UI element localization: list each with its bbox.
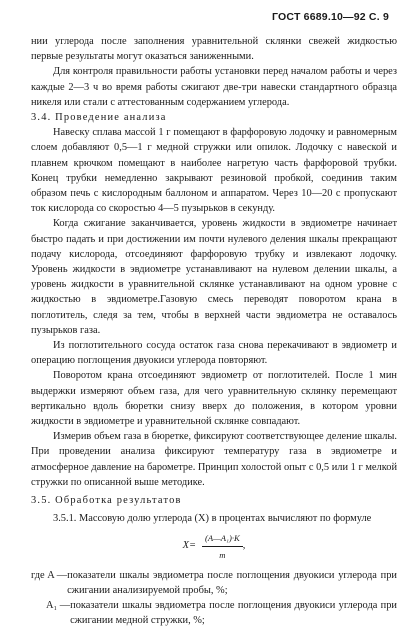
section-heading-processing: 3.5. Обработка результатов	[31, 495, 182, 507]
document-body	[31, 34, 397, 628]
legend-text-a1: показатели шкалы эвдиометра после поглощения двуокиси углерода при сжигании медной стружки, %;	[70, 599, 397, 627]
paragraph-measurement: Поворотом крана отсоединяют эвдиометр от поглотителей. После 1 мин выдержки измеряют объем газа, для чего уравнительную склянку перемещают вертикально вдоль бюретки снизу вверх до положения, в котором уровни жидкости в эвдиометре и уравнительной склянке совпадают.	[31, 370, 397, 428]
page-header: ГОСТ 6689.10—92 С. 9	[272, 11, 389, 23]
legend-symbol-a1: A₁ —	[31, 599, 71, 611]
paragraph-sample: Навеску сплава массой 1 г помещают в фарфоровую лодочку и равномерным слоем добавляют 0,5—1 г медной стружки или опилок. Лодочку с навеской и плавнем крючком помещают в наиболее нагретую часть фарфоровой трубки. Конец трубки немедленно закрывают резиновой пробкой, соединив таким образом печь с кислородным баллоном и аппаратом. Через 10—20 с пропускают ток кислорода со скоростью 4—5 пузырьков в секунду.	[31, 127, 397, 215]
paragraph-blank-test: Измерив объем газа в бюретке, фиксируют соответствующее деление шкалы. При проведении анализа фиксируют температуру газа в эвдиометре и атмосферное давление на барометре. Принцип холостой опыт с 0,5 или 1 г мелкой стружки по описанной выше методике.	[31, 431, 397, 488]
paragraph-combustion: Когда сжигание заканчивается, уровень жидкости в эвдиометре начинает быстро падать и при достижении им почти нулевого деления шкалы прекращают подачу кислорода, отсоединяют фарфоровую трубку и извлекают лодочку. Уровень жидкости в эвдиометре устанавливают на нулевом делении шкалы, а уровень жидкости в уравнительной склянке устанавливают на одном уровне с жидкостью в эвдиометре.Газовую смесь переводят поворотом крана в поглотитель, следя за тем, чтобы в верхней части эвдиометра не оставалось пузырьков газа.	[31, 218, 397, 336]
paragraph-control: Для контроля правильности работы установки перед началом работы и через каждые 2—3 ч во время работы сжигают две-три навески стандартного образца никеля или стали с аттестованным содержанием углерода.	[31, 66, 397, 108]
legend-text-a: показатели шкалы эвдиометра после поглощения двуокиси углерода при сжигании анализируемой пробы, %;	[67, 569, 397, 596]
legend-symbol-a: где A —	[31, 569, 68, 581]
formula-numerator: (A—A₁)·K	[202, 531, 243, 547]
paragraph-formula-intro: 3.5.1. Массовую долю углерода (X) в процентах вычисляют по формуле	[53, 513, 372, 525]
paragraph-absorption: Из поглотительного сосуда остаток газа снова перекачивают в эвдиометр и операцию поглощения двуокиси углерода повторяют.	[31, 340, 397, 367]
formula-tail: ,	[242, 540, 246, 551]
formula-fraction	[202, 531, 243, 562]
legend-entry-a	[31, 568, 397, 598]
formula-denominator: m	[219, 549, 226, 560]
formula-lhs: X=	[182, 540, 196, 551]
carbon-formula	[31, 531, 397, 562]
paragraph-continuation: нии углерода после заполнения уравнительной склянки свежей жидкостью первые результаты могут оказаться заниженными.	[31, 36, 397, 63]
section-heading-analysis: 3.4. Проведение анализа	[31, 112, 167, 124]
